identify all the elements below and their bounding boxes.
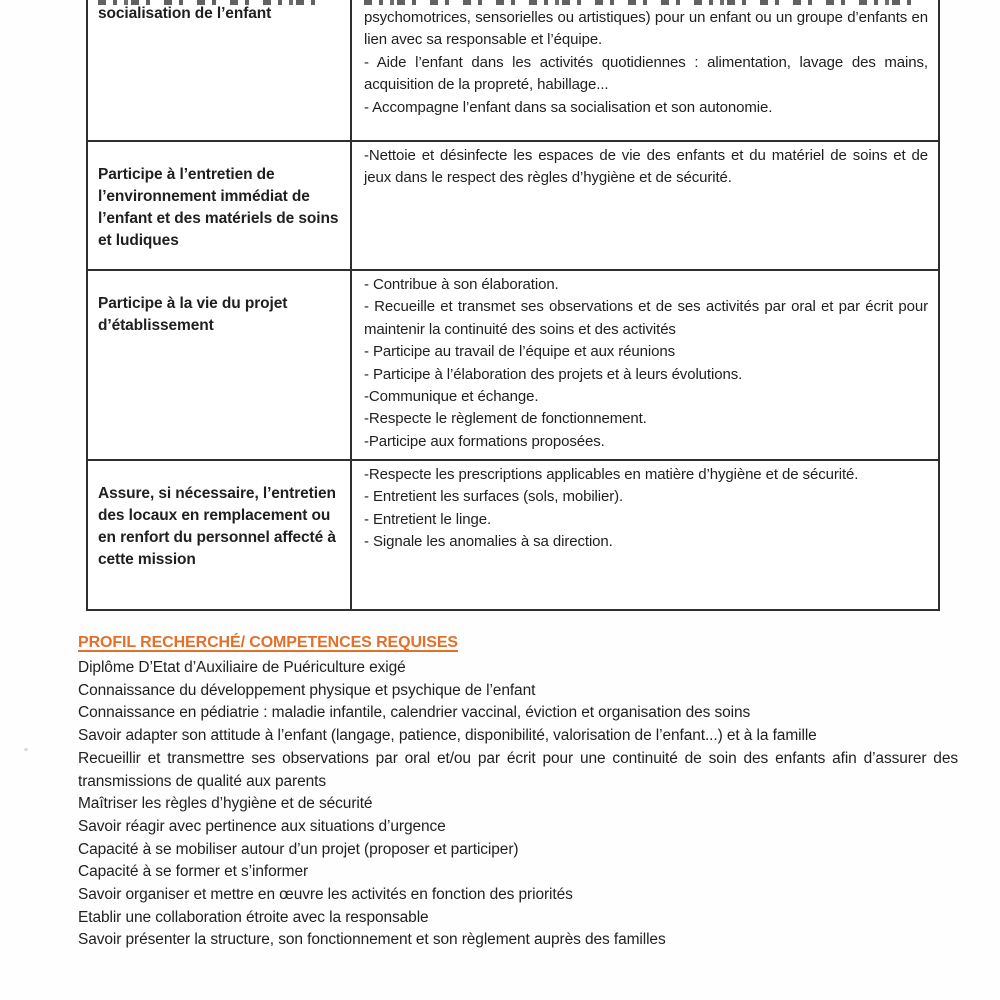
profile-item: Maîtriser les règles d’hygiène et de sécurité	[78, 795, 373, 813]
detail-paragraph: - Entretient les surfaces (sols, mobilier).	[364, 488, 624, 506]
mission-row-projet-etablissement	[88, 269, 938, 459]
mission-title-cell	[88, 271, 352, 459]
mission-details-cell	[352, 142, 938, 269]
profile-item: Capacité à se former et s’informer	[78, 863, 309, 881]
clipped-text-remnant	[98, 0, 326, 5]
scan-artifact	[24, 748, 28, 751]
mission-title-cell	[88, 461, 352, 609]
profile-item: Savoir adapter son attitude à l’enfant (langage, patience, disponibilité, valorisation de l’enfant...) et à la famille	[78, 727, 817, 745]
profile-item: Savoir organiser et mettre en œuvre les activités en fonction des priorités	[78, 886, 573, 904]
detail-paragraph: -Communique et échange.	[364, 388, 539, 406]
detail-paragraph: - Aide l’enfant dans les activités quotidiennes : alimentation, lavage des mains, acquisition de la propreté, habillage...	[364, 53, 928, 94]
mission-row-entretien-locaux	[88, 459, 938, 609]
detail-paragraph: - Participe au travail de l’équipe et aux réunions	[364, 343, 676, 361]
detail-paragraph: psychomotrices, sensorielles ou artistiques) pour un enfant ou un groupe d’enfants en lien avec sa responsable et l’équipe.	[364, 9, 928, 49]
detail-paragraph: - Entretient le linge.	[364, 510, 492, 528]
mission-details-cell	[352, 271, 938, 459]
detail-paragraph: -Participe aux formations proposées.	[364, 432, 605, 450]
profile-item: Savoir présenter la structure, son fonctionnement et son règlement auprès des familles	[78, 931, 666, 949]
profile-item: Connaissance en pédiatrie : maladie infantile, calendrier vaccinal, éviction et organisation des soins	[78, 704, 751, 722]
mission-row-entretien-environnement	[88, 140, 938, 269]
detail-paragraph: - Contribue à son élaboration.	[364, 276, 559, 293]
profile-heading: PROFIL RECHERCHÉ/ COMPETENCES REQUISES	[78, 634, 458, 651]
mission-title: Participe à l’entretien de l’environnement immédiat de l’enfant et des matériels de soins et ludiques	[98, 166, 339, 249]
missions-table	[86, 0, 940, 611]
mission-title: Participe à la vie du projet d’établissement	[98, 295, 288, 334]
profile-item: Capacité à se mobiliser autour d’un projet (proposer et participer)	[78, 840, 519, 858]
mission-details-cell	[352, 461, 938, 609]
detail-paragraph: - Signale les anomalies à sa direction.	[364, 533, 613, 551]
profile-item: Savoir réagir avec pertinence aux situations d’urgence	[78, 817, 446, 835]
mission-title-cell	[88, 0, 352, 140]
mission-details-cell	[352, 0, 938, 140]
mission-title: socialisation de l’enfant	[98, 5, 272, 22]
detail-paragraph: -Respecte le règlement de fonctionnement.	[364, 410, 647, 428]
mission-row-eveil-socialisation	[88, 0, 938, 140]
detail-paragraph: -Nettoie et désinfecte les espaces de vie des enfants et du matériel de soins et de jeux dans le respect des règles d’hygiène et de sécurité.	[364, 147, 928, 187]
profile-item: Recueillir et transmettre ses observations par oral et/ou par écrit pour une continuité de soin des enfants afin d’assurer des transmissions de qualité aux parents	[78, 749, 958, 790]
mission-title: Assure, si nécessaire, l’entretien des locaux en remplacement ou en renfort du personnel affecté à cette mission	[98, 485, 336, 568]
detail-paragraph: - Participe à l’élaboration des projets et à leurs évolutions.	[364, 365, 743, 383]
clipped-text-remnant	[364, 0, 924, 5]
profile-item: Diplôme D’Etat d’Auxiliaire de Puériculture exigé	[78, 659, 406, 676]
mission-title-cell	[88, 142, 352, 269]
detail-paragraph: - Accompagne l’enfant dans sa socialisation et son autonomie.	[364, 98, 773, 116]
detail-paragraph: - Recueille et transmet ses observations et de ses activités par oral et par écrit pour maintenir la continuité des soins et des activités	[364, 298, 928, 338]
profile-item: Etablir une collaboration étroite avec la responsable	[78, 908, 429, 926]
profile-item: Connaissance du développement physique et psychique de l’enfant	[78, 681, 536, 699]
detail-paragraph: -Respecte les prescriptions applicables en matière d’hygiène et de sécurité.	[364, 466, 859, 483]
profile-section	[78, 632, 958, 952]
